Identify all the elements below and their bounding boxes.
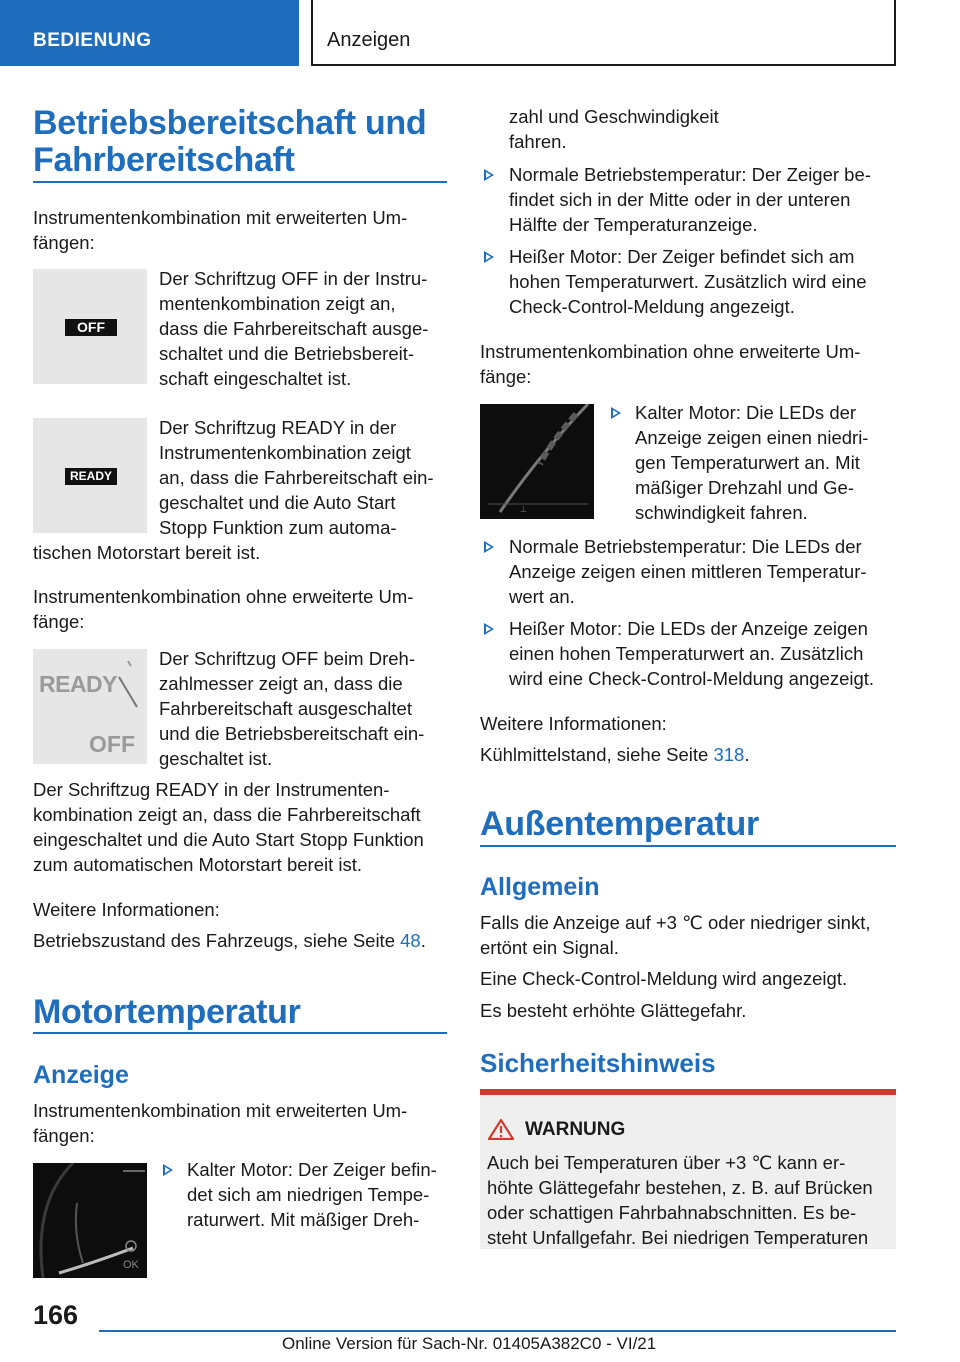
ready2-description: eingeschaltet und die Auto Start Stopp Funktion <box>33 829 424 850</box>
tacho-off-label: OFF <box>89 731 135 757</box>
off-description: mentenkombination zeigt an, <box>159 293 396 314</box>
led-gauge-image <box>480 404 594 519</box>
bullet-triangle-icon <box>484 169 494 181</box>
led-cold-text: gen Temperaturwert an. Mit <box>635 452 860 473</box>
allgemein-text: Falls die Anzeige auf +3 ℃ oder niedriger sinkt, <box>480 912 871 933</box>
intro-text: fängen: <box>33 232 95 253</box>
warning-triangle-icon <box>488 1118 514 1140</box>
warning-text: höhte Glättegefahr bestehen, z. B. auf Brücken <box>487 1177 873 1198</box>
ready-description: Instrumentenkombination zeigt <box>159 442 411 463</box>
warning-title: WARNUNG <box>525 1119 626 1140</box>
ready-description: tischen Motorstart bereit ist. <box>33 542 261 563</box>
heading-rule <box>33 1032 447 1034</box>
cold-engine-text: zahl und Geschwindigkeit <box>509 106 719 127</box>
led-normal-text: Normale Betriebstemperatur: Die LEDs der <box>509 536 862 557</box>
intro-text: Instrumentenkombination mit erweiterten Um- <box>33 207 408 228</box>
ready-description: Der Schriftzug READY in der <box>159 417 397 438</box>
led-hot-text: wird eine Check-Control-Meldung angezeigt. <box>509 668 875 689</box>
off-description: schaltet und die Betriebsbereit- <box>159 343 415 364</box>
tacho-description: zahlmesser zeigt an, dass die <box>159 673 403 694</box>
intro-text: Instrumentenkombination ohne erweiterte Um- <box>33 586 414 607</box>
tacho-description: geschaltet ist. <box>159 748 273 769</box>
normal-temp-text: Hälfte der Temperaturanzeige. <box>509 214 758 235</box>
normal-temp-text: Normale Betriebstemperatur: Der Zeiger be- <box>509 164 871 185</box>
intro-text: fängen: <box>33 1125 95 1146</box>
warning-text: oder schattigen Fahrbahnabschnitten. Es be- <box>487 1202 857 1223</box>
led-cold-text: mäßiger Drehzahl und Ge- <box>635 477 855 498</box>
heading-betriebsbereitschaft-1: Betriebsbereitschaft und <box>33 104 427 142</box>
page-number: 166 <box>33 1300 79 1330</box>
ready-badge: READY <box>65 468 117 485</box>
heading-betriebsbereitschaft-2: Fahrbereitschaft <box>33 141 295 179</box>
off-description: dass die Fahrbereitschaft ausge- <box>159 318 429 339</box>
bullet-triangle-icon <box>484 251 494 263</box>
led-hot-text: Heißer Motor: Die LEDs der Anzeige zeigen <box>509 618 868 639</box>
off-display-image <box>33 269 147 384</box>
cross-reference: Betriebszustand des Fahrzeugs, siehe Seite 48. <box>33 930 426 951</box>
heading-rule <box>33 181 447 183</box>
led-hot-text: einen hohen Temperaturwert an. Zusätzlich <box>509 643 864 664</box>
off-badge: OFF <box>65 319 117 336</box>
bullet-triangle-icon <box>484 623 494 635</box>
heading-rule <box>480 845 896 847</box>
tachometer-ready-off-image <box>33 649 147 764</box>
tacho-ready-label: READY <box>39 671 118 697</box>
tacho-description: Der Schriftzug OFF beim Dreh- <box>159 648 415 669</box>
led-normal-text: Anzeige zeigen einen mittleren Temperatur- <box>509 561 867 582</box>
heading-aussentemperatur: Außentemperatur <box>480 805 759 843</box>
warning-box <box>480 1089 896 1249</box>
ready-description: Stopp Funktion zum automa- <box>159 517 397 538</box>
cold-engine-text: raturwert. Mit mäßiger Dreh- <box>187 1209 420 1230</box>
ready-display-image <box>33 418 147 533</box>
allgemein-text: ertönt ein Signal. <box>480 937 619 958</box>
cold-engine-text: Kalter Motor: Der Zeiger befin- <box>187 1159 437 1180</box>
page-link-48[interactable]: 48 <box>400 930 421 951</box>
bullet-triangle-icon <box>163 1164 173 1176</box>
footer-version-text: Online Version für Sach-Nr. 01405A382C0 - VI/21 <box>282 1334 657 1353</box>
intro-text: Instrumentenkombination mit erweiterten Um- <box>33 1100 408 1121</box>
cross-reference-text: Betriebszustand des Fahrzeugs, siehe Seite <box>33 930 401 951</box>
subheading-allgemein: Allgemein <box>480 873 600 901</box>
led-cold-text: schwindigkeit fahren. <box>635 502 808 523</box>
svg-text:⊥: ⊥ <box>520 505 527 514</box>
bullet-triangle-icon <box>484 541 494 553</box>
section-tab[interactable]: BEDIENUNG <box>0 0 299 66</box>
allgemein-text: Es besteht erhöhte Glättegefahr. <box>480 1000 747 1021</box>
cold-engine-text: det sich am niedrigen Tempe- <box>187 1184 430 1205</box>
subheading-anzeige: Anzeige <box>33 1061 129 1089</box>
more-info-label: Weitere Informationen: <box>480 713 667 734</box>
ready2-description: Der Schriftzug READY in der Instrumenten- <box>33 779 390 800</box>
cross-reference-text: Kühlmittelstand, siehe Seite <box>480 744 714 765</box>
heading-motortemperatur: Motortemperatur <box>33 993 301 1031</box>
hot-engine-text: Heißer Motor: Der Zeiger befindet sich am <box>509 246 855 267</box>
led-cold-text: Kalter Motor: Die LEDs der <box>635 402 857 423</box>
tacho-needle-icon <box>33 649 147 764</box>
cross-reference: Kühlmittelstand, siehe Seite 318. <box>480 744 750 765</box>
tacho-description: und die Betriebsbereitschaft ein- <box>159 723 425 744</box>
allgemein-text: Eine Check-Control-Meldung wird angezeigt. <box>480 968 848 989</box>
ready-description: an, dass die Fahrbereitschaft ein- <box>159 467 434 488</box>
cold-engine-text: fahren. <box>509 131 567 152</box>
intro-text: fänge: <box>480 366 532 387</box>
ready2-description: kombination zeigt an, dass die Fahrbereitschaft <box>33 804 421 825</box>
hot-engine-text: hohen Temperaturwert. Zusätzlich wird eine <box>509 271 867 292</box>
footer-rule <box>99 1330 896 1332</box>
more-info-label: Weitere Informationen: <box>33 899 220 920</box>
chapter-title: Anzeigen <box>311 0 896 66</box>
led-cold-text: Anzeige zeigen einen niedri- <box>635 427 869 448</box>
intro-text: Instrumentenkombination ohne erweiterte Um- <box>480 341 861 362</box>
off-description: schaft eingeschaltet ist. <box>159 368 352 389</box>
led-arc-icon <box>480 404 594 519</box>
gauge-ok-label: OK <box>123 1259 139 1271</box>
off-description: Der Schriftzug OFF in der Instru- <box>159 268 428 289</box>
normal-temp-text: findet sich in der Mitte oder in der unteren <box>509 189 851 210</box>
warning-text: steht Unfallgefahr. Bei niedrigen Temperaturen <box>487 1227 869 1248</box>
subheading-sicherheitshinweis: Sicherheitshinweis <box>480 1048 716 1078</box>
warning-text: Auch bei Temperaturen über +3 ℃ kann er- <box>487 1152 846 1173</box>
ready-description: geschaltet und die Auto Start <box>159 492 396 513</box>
ready2-description: zum automatischen Motorstart bereit ist. <box>33 854 363 875</box>
tacho-description: Fahrbereitschaft ausgeschaltet <box>159 698 412 719</box>
page-link-318[interactable]: 318 <box>713 744 745 765</box>
intro-text: fänge: <box>33 611 85 632</box>
temperature-gauge-image <box>33 1163 147 1278</box>
bullet-triangle-icon <box>611 407 621 419</box>
led-normal-text: wert an. <box>509 586 575 607</box>
hot-engine-text: Check-Control-Meldung angezeigt. <box>509 296 795 317</box>
